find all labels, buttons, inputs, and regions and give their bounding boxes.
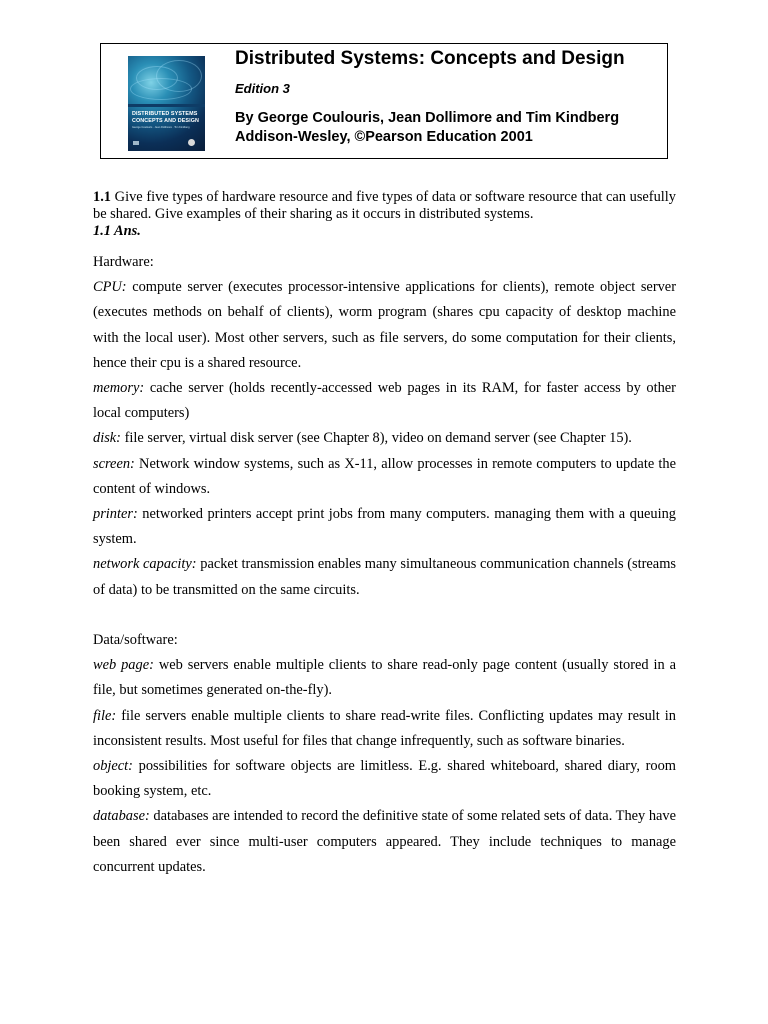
list-item: [93, 552, 676, 602]
answer-label: 1.1 Ans.: [93, 223, 141, 239]
item-text: compute server (executes processor-intensive applications for clients), remote object server (executes methods on behalf of clients), worm program (shares cpu capacity of desktop machine with the local user). Most other servers, such as file servers, do some computation for their clients, hence their cpu is a shared resource.: [93, 279, 676, 371]
question-1-1: [93, 189, 676, 223]
book-edition: Edition 3: [235, 81, 290, 96]
item-term: screen:: [93, 455, 135, 472]
question-number: 1.1: [93, 189, 111, 205]
book-title: Distributed Systems: Concepts and Design: [235, 48, 625, 69]
document-body: [93, 189, 676, 880]
item-text: web servers enable multiple clients to share read-only page content (usually stored in a file, but sometimes generated on-the-fly).: [93, 657, 676, 699]
item-term: database:: [93, 808, 150, 825]
list-item: [93, 754, 676, 804]
item-text: databases are intended to record the definitive state of some related sets of data. They have been shared ever since multi-user computers appeared. They include techniques to manage concurrent updates.: [93, 808, 676, 875]
item-term: file:: [93, 707, 117, 724]
item-text: Network window systems, such as X-11, allow processes in remote computers to update the content of windows.: [93, 455, 676, 497]
item-term: CPU:: [93, 279, 127, 296]
item-term: object:: [93, 758, 133, 775]
list-item: [93, 653, 676, 703]
question-text: Give five types of hardware resource and five types of data or software resource that can usefully be shared. Give examples of their sharing as it occurs in distributed systems.: [93, 189, 676, 222]
book-publisher: Addison-Wesley, ©Pearson Education 2001: [235, 129, 533, 145]
list-item: [93, 704, 676, 754]
item-text: networked printers accept print jobs from many computers. managing them with a queuing system.: [93, 506, 676, 548]
cover-publisher-mark: [133, 141, 139, 145]
list-item: [93, 452, 676, 502]
item-term: printer:: [93, 506, 138, 523]
software-heading: Data/software:: [93, 632, 178, 649]
item-text: possibilities for software objects are limitless. E.g. shared whiteboard, shared diary, room booking system, etc.: [93, 758, 676, 800]
list-item: [93, 502, 676, 552]
hardware-heading: Hardware:: [93, 254, 154, 270]
item-text: packet transmission enables many simultaneous communication channels (streams of data) to be transmitted on the same circuits.: [93, 556, 676, 598]
item-term: web page:: [93, 657, 154, 674]
cover-logo-icon: [188, 139, 195, 146]
book-header-box: [100, 43, 668, 159]
item-term: memory:: [93, 380, 145, 397]
item-text: cache server (holds recently-accessed web pages in its RAM, for faster access by other local computers): [93, 380, 676, 422]
cover-authors: George Coulouris · Jean Dollimore · Tim Kindberg: [132, 126, 190, 129]
item-term: network capacity:: [93, 556, 197, 573]
item-term: disk:: [93, 430, 121, 447]
item-text: file server, virtual disk server (see Chapter 8), video on demand server (see Chapter 15).: [124, 430, 632, 447]
list-item: [93, 376, 676, 426]
cover-title: DISTRIBUTED SYSTEMS CONCEPTS AND DESIGN: [132, 111, 199, 124]
list-item: [93, 426, 676, 451]
list-item: [93, 275, 676, 376]
item-text: file servers enable multiple clients to share read-write files. Conflicting updates may result in inconsistent results. Most useful for files that change infrequently, such as software binaries.: [93, 707, 676, 749]
list-item: [93, 804, 676, 880]
book-cover-image: [128, 56, 205, 151]
book-authors: By George Coulouris, Jean Dollimore and Tim Kindberg: [235, 110, 620, 126]
